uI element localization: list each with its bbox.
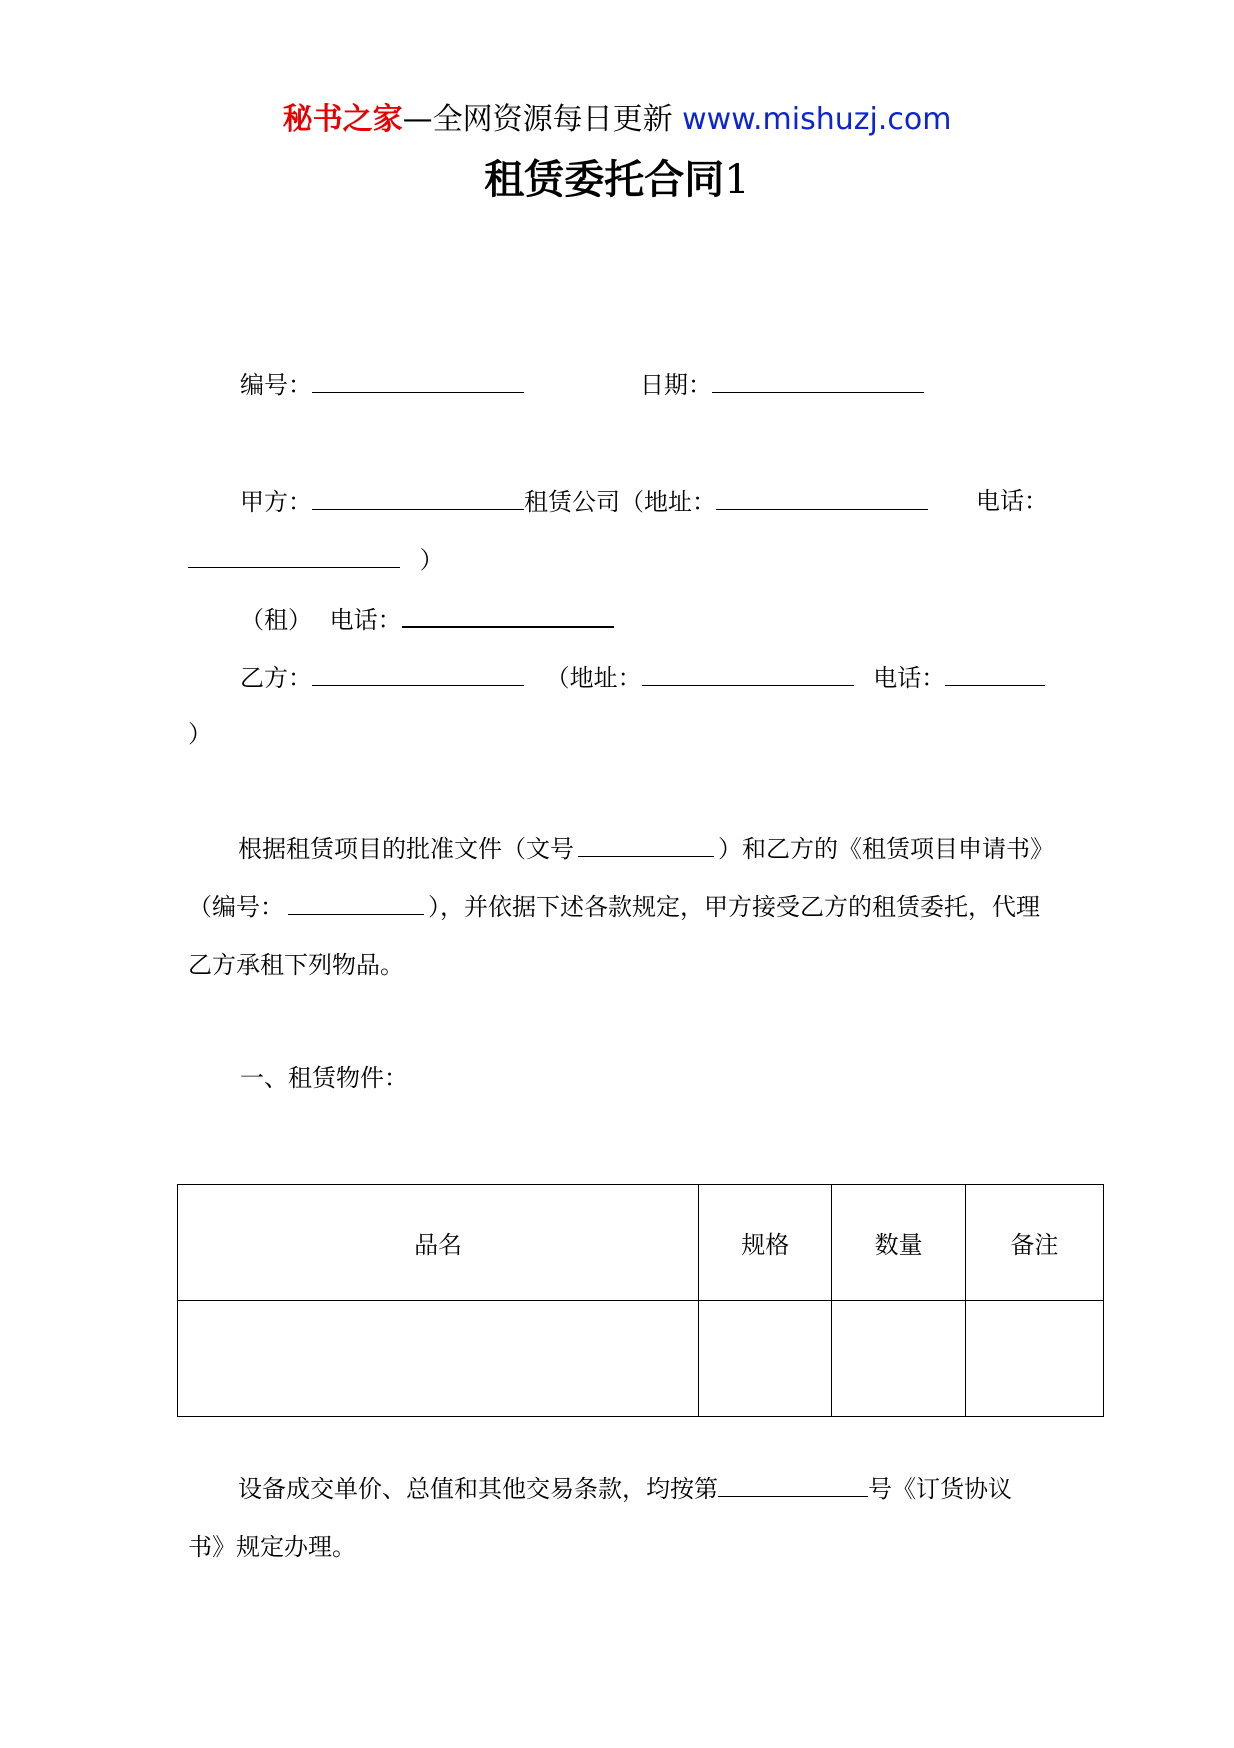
cell-qty[interactable] bbox=[832, 1301, 965, 1417]
party-a-phone-label: 电话： bbox=[976, 487, 1048, 515]
site-slogan: —全网资源每日更新 bbox=[402, 102, 673, 137]
lease-items-table bbox=[177, 1184, 1104, 1417]
party-a-close-paren: ） bbox=[419, 546, 444, 574]
p1-doc-number-blank[interactable] bbox=[578, 832, 714, 857]
section-heading-1: 一、租赁物件： bbox=[240, 1064, 408, 1092]
cell-name[interactable] bbox=[178, 1301, 699, 1417]
title-number: 1 bbox=[724, 157, 750, 203]
col-header-qty: 数量 bbox=[832, 1185, 965, 1301]
site-header bbox=[0, 100, 1234, 140]
party-a-company-label: 租赁公司（地址： bbox=[524, 488, 716, 516]
party-b-address-label: （地址： bbox=[545, 664, 642, 692]
party-a-phone-line bbox=[188, 543, 444, 576]
number-field bbox=[240, 368, 524, 401]
party-b-address-blank[interactable] bbox=[642, 661, 854, 686]
document-title bbox=[0, 152, 1234, 208]
party-b-phone-label: 电话： bbox=[873, 664, 946, 692]
p1-text-c: ），并依据下述各款规定，甲方接受乙方的租赁委托，代理乙方承租下列物品。 bbox=[188, 893, 1040, 979]
lessee-phone-line bbox=[240, 602, 614, 636]
date-field bbox=[640, 368, 924, 401]
party-a-name-blank[interactable] bbox=[312, 485, 524, 510]
party-a-address-blank[interactable] bbox=[716, 485, 928, 510]
number-blank[interactable] bbox=[312, 368, 524, 393]
party-a-line bbox=[240, 485, 928, 518]
party-a-label: 甲方： bbox=[240, 488, 312, 516]
p1-application-number-blank[interactable] bbox=[288, 890, 424, 915]
body-paragraph-1 bbox=[188, 820, 1044, 994]
cell-spec[interactable] bbox=[699, 1301, 832, 1417]
date-blank[interactable] bbox=[712, 368, 924, 393]
lessee-phone-blank[interactable] bbox=[402, 602, 614, 628]
p1-text-b: ）和乙方的《租赁项目申请书》（编号： bbox=[188, 835, 1042, 921]
party-b-name-blank[interactable] bbox=[312, 661, 524, 686]
party-a-phone-blank[interactable] bbox=[188, 543, 400, 568]
site-url-link[interactable]: www.mishuzj.com bbox=[682, 102, 952, 137]
p2-agreement-number-blank[interactable] bbox=[718, 1472, 868, 1497]
p2-text-a: 设备成交单价、总值和其他交易条款，均按第 bbox=[238, 1475, 718, 1503]
party-b-label: 乙方： bbox=[240, 664, 312, 692]
col-header-name: 品名 bbox=[178, 1185, 699, 1301]
cell-note[interactable] bbox=[965, 1301, 1103, 1417]
party-b-line bbox=[240, 661, 1045, 694]
table-header-row bbox=[178, 1185, 1104, 1301]
table-row bbox=[178, 1301, 1104, 1417]
lessee-label: （租） bbox=[240, 606, 312, 634]
body-paragraph-2 bbox=[188, 1460, 1044, 1576]
party-b-close-paren: ） bbox=[188, 720, 212, 748]
p2-text-b: 号《订货协议书》规定办理。 bbox=[188, 1475, 1012, 1561]
date-label: 日期： bbox=[640, 371, 712, 399]
title-text: 租赁委托合同 bbox=[484, 157, 725, 203]
lessee-phone-label: 电话： bbox=[329, 606, 402, 634]
brand-name: 秘书之家 bbox=[282, 102, 403, 137]
p1-text-a: 根据租赁项目的批准文件（文号 bbox=[238, 835, 574, 863]
col-header-note: 备注 bbox=[965, 1185, 1103, 1301]
number-label: 编号： bbox=[240, 371, 312, 399]
party-b-phone-blank[interactable] bbox=[945, 661, 1045, 686]
col-header-spec: 规格 bbox=[699, 1185, 832, 1301]
